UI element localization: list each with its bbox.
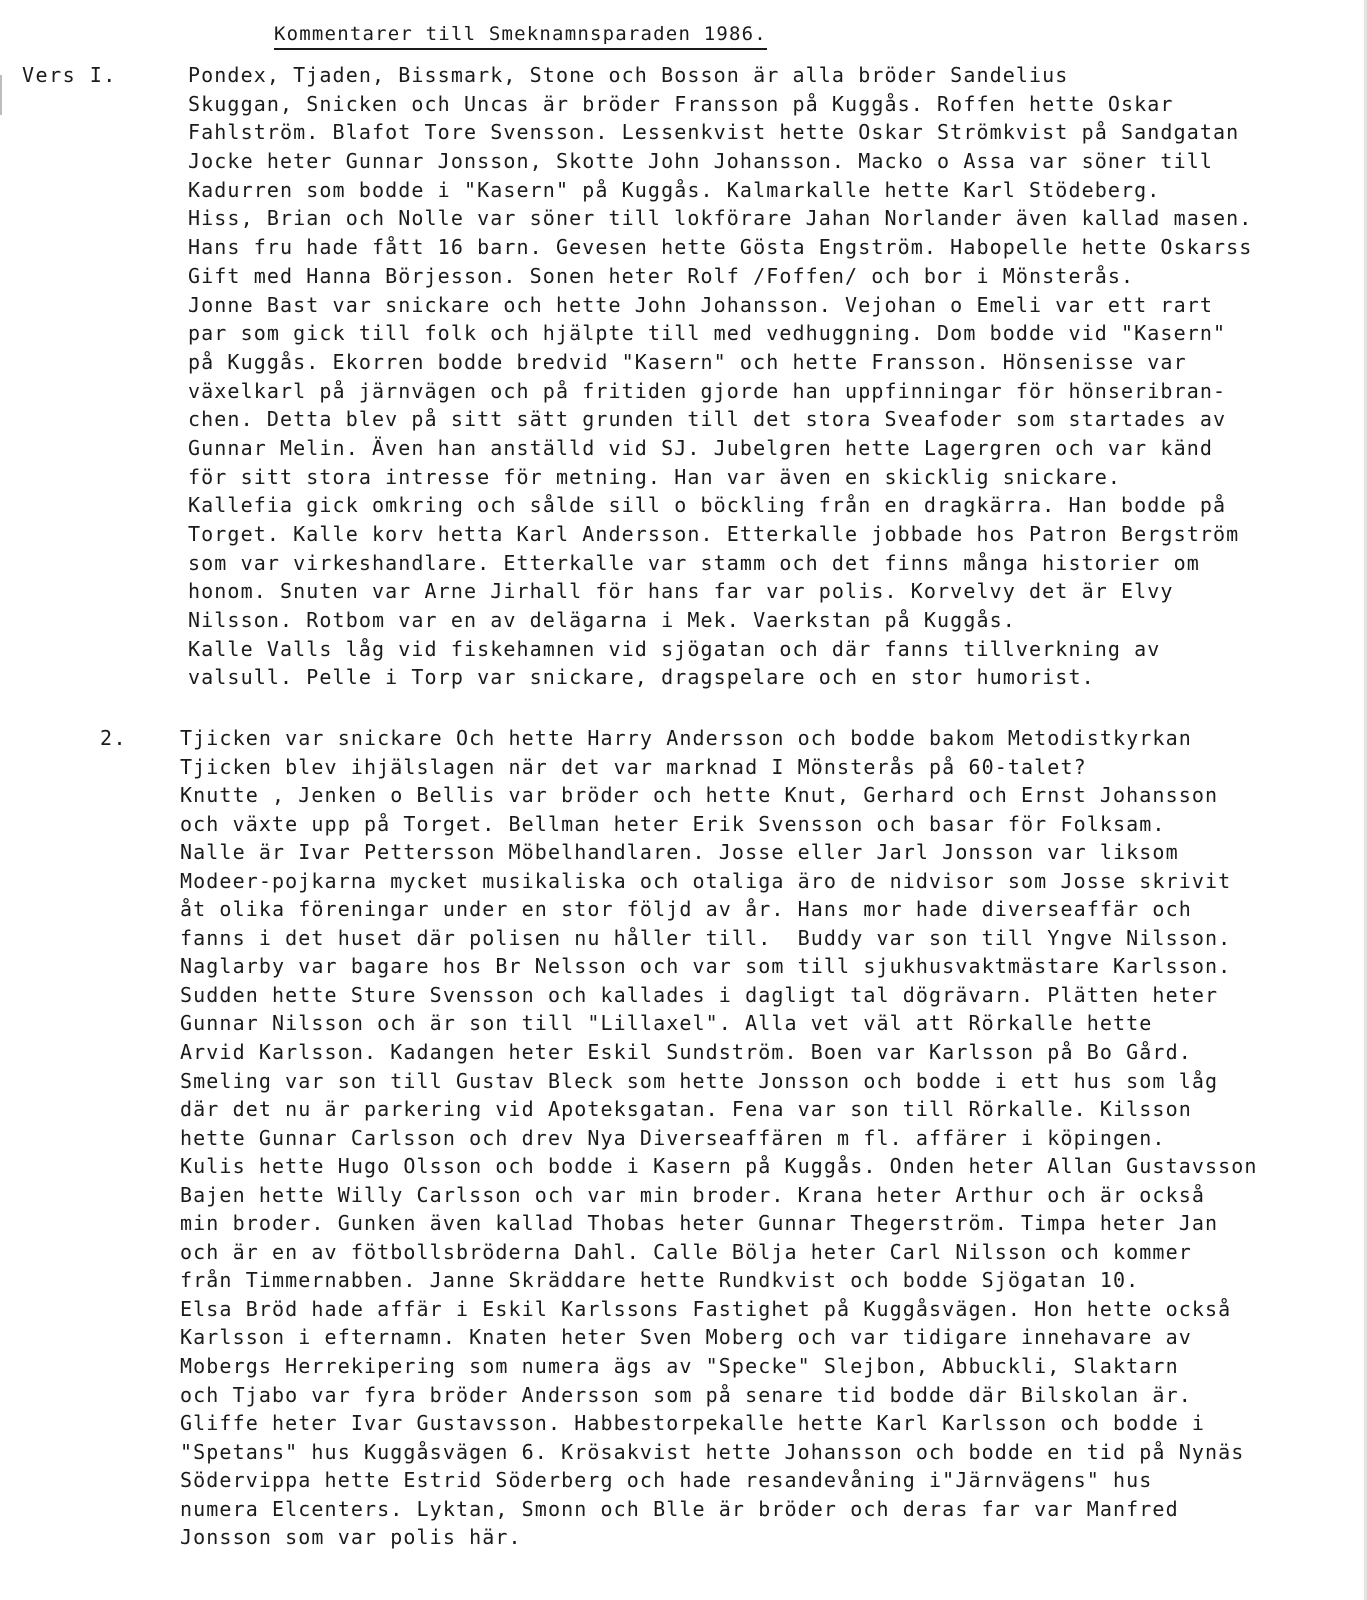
verse-2-line: Gliffe heter Ivar Gustavsson. Habbestorpekalle hette Karl Karlsson och bodde i	[180, 1411, 1205, 1436]
verse-1-line: Kalle Valls låg vid fiskehamnen vid sjögatan och där fanns tillverkning av	[188, 636, 1161, 661]
verse-1-line: honom. Snuten var Arne Jirhall för hans far var polis. Korvelvy det är Elvy	[188, 579, 1174, 604]
verse-1-text	[188, 61, 1252, 692]
verse-1-line: Hans fru hade fått 16 barn. Gevesen hette Gösta Engström. Habopelle hette Oskarss	[188, 235, 1253, 260]
verse-2-text	[180, 724, 1258, 1552]
verse-2-line: Modeer-pojkarna mycket musikaliska och otaliga äro de nidvisor som Josse skrivit	[180, 868, 1232, 893]
verse-1-line: par som gick till folk och hjälpte till med vedhuggning. Dom bodde vid "Kasern"	[188, 321, 1227, 346]
verse-2-line: åt olika föreningar under en stor följd av år. Hans mor hade diverseaffär och	[180, 897, 1192, 922]
verse-2-line: Jonsson som var polis här.	[180, 1525, 522, 1550]
verse-1-line: på Kuggås. Ekorren bodde bredvid "Kasern" och hette Fransson. Hönsenisse var	[188, 349, 1187, 374]
verse-2-line: Tjicken var snickare Och hette Harry Andersson och bodde bakom Metodistkyrkan	[180, 726, 1192, 750]
verse-1-line: Skuggan, Snicken och Uncas är bröder Fransson på Kuggås. Roffen hette Oskar	[188, 91, 1174, 116]
verse-2-line: min broder. Gunken även kallad Thobas heter Gunnar Thegerström. Timpa heter Jan	[180, 1211, 1219, 1236]
verse-1-line: Jonne Bast var snickare och hette John Johansson. Vejohan o Emeli var ett rart	[188, 292, 1213, 317]
verse-2-line: Bajen hette Willy Carlsson och var min broder. Krana heter Arthur och är också	[180, 1182, 1205, 1207]
verse-2-line: hette Gunnar Carlsson och drev Nya Diverseaffären m fl. affärer i köpingen.	[180, 1125, 1166, 1150]
verse-2-line: Knutte , Jenken o Bellis var bröder och hette Knut, Gerhard och Ernst Johansson	[180, 783, 1219, 808]
margin-mark	[0, 75, 2, 115]
verse-2-line: Karlsson i efternamn. Knaten heter Sven Moberg och var tidigare innehavare av	[180, 1325, 1192, 1350]
verse-1-line: Gift med Hanna Börjesson. Sonen heter Rolf /Foffen/ och bor i Mönsterås.	[188, 263, 1135, 288]
verse-2-line: Mobergs Herrekipering som numera ägs av "Specke" Slejbon, Abbuckli, Slaktarn	[180, 1354, 1179, 1379]
verse-2-line: Nalle är Ivar Pettersson Möbelhandlaren. Josse eller Jarl Jonsson var liksom	[180, 840, 1179, 865]
verse-2-line: Naglarby var bagare hos Br Nelsson och var som till sjukhusvaktmästare Karlsson.	[180, 954, 1232, 979]
page-title: Kommentarer till Smeknamnsparaden 1986.	[274, 22, 767, 50]
verse-2-line: Smeling var son till Gustav Bleck som hette Jonsson och bodde i ett hus som låg	[180, 1068, 1219, 1093]
verse-1-line: Hiss, Brian och Nolle var söner till lokförare Jahan Norlander även kallad masen.	[188, 206, 1253, 231]
verse-2-line: "Spetans" hus Kuggåsvägen 6. Krösakvist hette Johansson och bodde en tid på Nynäs	[180, 1439, 1245, 1464]
verse-2-line: Kulis hette Hugo Olsson och bodde i Kasern på Kuggås. Onden heter Allan Gustavsson	[180, 1154, 1258, 1179]
verse-2-line: och Tjabo var fyra bröder Andersson som på senare tid bodde där Bilskolan är.	[180, 1382, 1192, 1407]
verse-1-line: Pondex, Tjaden, Bissmark, Stone och Bosson är alla bröder Sandelius	[188, 63, 1069, 87]
verse-1-line: växelkarl på järnvägen och på fritiden gjorde han uppfinningar för hönseribran-	[188, 378, 1227, 403]
verse-1-line: Kallefia gick omkring och sålde sill o böckling från en dragkärra. Han bodde på	[188, 493, 1227, 518]
verse-2-line: Arvid Karlsson. Kadangen heter Eskil Sundström. Boen var Karlsson på Bo Gård.	[180, 1040, 1192, 1065]
verse-1-line: Gunnar Melin. Även han anställd vid SJ. Jubelgren hette Lagergren och var känd	[188, 435, 1213, 460]
verse-1-line: som var virkeshandlare. Etterkalle var stamm och det finns många historier om	[188, 550, 1200, 575]
verse-2-line: fanns i det huset där polisen nu håller till. Buddy var son till Yngve Nilsson.	[180, 925, 1232, 950]
verse-1-line: valsull. Pelle i Torp var snickare, dragspelare och en stor humorist.	[188, 665, 1095, 690]
verse-1-line: Kadurren som bodde i "Kasern" på Kuggås. Kalmarkalle hette Karl Stödeberg.	[188, 177, 1161, 202]
verse-1-line: Torget. Kalle korv hetta Karl Andersson. Etterkalle jobbade hos Patron Bergström	[188, 522, 1240, 546]
verse-2-line: Elsa Bröd hade affär i Eskil Karlssons Fastighet på Kuggåsvägen. Hon hette också	[180, 1296, 1232, 1321]
verse-1-line: Nilsson. Rotbom var en av delägarna i Mek. Vaerkstan på Kuggås.	[188, 608, 1016, 633]
verse-2-line: och är en av fötbollsbröderna Dahl. Calle Bölja heter Carl Nilsson och kommer	[180, 1239, 1192, 1264]
verse-2-line: från Timmernabben. Janne Skräddare hette Rundkvist och bodde Sjögatan 10.	[180, 1268, 1140, 1293]
verse-1-line: för sitt stora intresse för metning. Han var även en skicklig snickare.	[188, 464, 1122, 489]
verse-2-line: Södervippa hette Estrid Söderberg och hade resandevåning i"Järnvägens" hus	[180, 1468, 1153, 1493]
verse-1-line: Jocke heter Gunnar Jonsson, Skotte John Johansson. Macko o Assa var söner till	[188, 149, 1213, 174]
verse-2-line: där det nu är parkering vid Apoteksgatan. Fena var son till Rörkalle. Kilsson	[180, 1097, 1192, 1122]
verse-2-line: numera Elcenters. Lyktan, Smonn och Blle är bröder och deras far var Manfred	[180, 1496, 1179, 1521]
verse-1-line: chen. Detta blev på sitt sätt grunden till det stora Sveafoder som startades av	[188, 407, 1227, 432]
verse-2-line: Tjicken blev ihjälslagen när det var marknad I Mönsterås på 60-talet?	[180, 754, 1087, 779]
verse-1-line: Fahlström. Blafot Tore Svensson. Lessenkvist hette Oskar Strömkvist på Sandgatan	[188, 120, 1240, 145]
verse-2-line: och växte upp på Torget. Bellman heter Erik Svensson och basar för Folksam.	[180, 811, 1166, 836]
verse-2-line: Sudden hette Sture Svensson och kallades i dagligt tal dögrävarn. Plätten heter	[180, 982, 1219, 1007]
verse-2-label: 2.	[100, 726, 128, 750]
verse-1-label: Vers I.	[22, 63, 117, 87]
verse-2-line: Gunnar Nilsson och är son till "Lillaxel". Alla vet väl att Rörkalle hette	[180, 1011, 1153, 1036]
